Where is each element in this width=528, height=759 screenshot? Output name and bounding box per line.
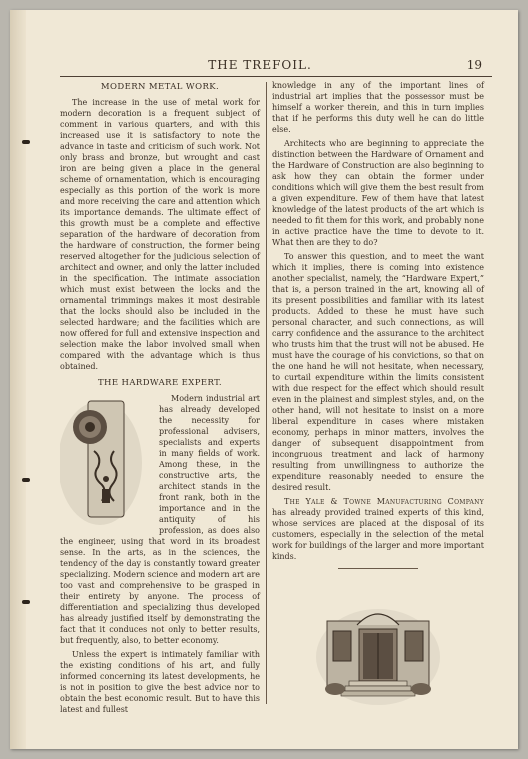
binding-edge [10, 10, 26, 749]
header-rule [60, 76, 492, 77]
punch-hole [22, 478, 30, 482]
doorway-illustration [313, 599, 443, 707]
paragraph: Unless the expert is intimately familiar with the existing conditions of his art, and fully informed concerning its latest developments, he is not in position to give the best advice nor to obtain the best economic result. But to have this latest and fullest [60, 650, 260, 714]
page-number: 19 [466, 58, 482, 72]
article-heading: MODERN METAL WORK. [100, 82, 220, 92]
door-plate-icon [60, 393, 155, 525]
paragraph-text: has already provided trained experts of this kind, whose services are placed at the disposal of its customers, especially in the selection of the metal work for buildings of the larger and more important kinds. [272, 508, 484, 561]
paragraph: The increase in the use of metal work for modern decoration is a frequent subject of comment in various quarters, and with this increased use it is satisfactory to note the advance in taste and criticism of such work. Not only brass and bronze, but wrought and cast iron are being given a place in the general scheme of ornamentation, which is encouraging especially as this portion of the work is more and more receiving the care and attention which its importance demands. The ultimate effect of this growth must be a complete and effective separation of the hardware of decoration from the hardware of construction, the former being reserved altogether for the judicious selection of architect and owner, and only the latter included in the specification. The intimate association which must exist between the locks and the ornamental trimmings makes it most desirable that the locks should also be included in the selected hardware; and the facilities which are now offered for full and extensive inspection and selection make the labor involved small when compared with the advantage which is thus obtained. [60, 98, 260, 371]
left-column [60, 80, 260, 718]
doorway-icon [313, 599, 443, 707]
article-heading: THE HARDWARE EXPERT. [97, 378, 223, 388]
column-divider [266, 82, 267, 704]
right-column [272, 80, 484, 707]
door-plate-illustration [60, 393, 155, 525]
paragraph [272, 496, 484, 562]
paragraph: knowledge in any of the important lines of industrial art implies that the possessor must be himself a worker therein, and this in turn implies that if he performs this duty well he can do little else. [272, 81, 484, 134]
paragraph: Architects who are beginning to appreciate the distinction between the Hardware of Ornament and the Hardware of Construction are also beginning to ask how they can obtain the former under conditions which will give them the best result from a given expenditure. Few of them have that latest knowledge of the latest products of the art which is needed to fit them for this work, and probably none in active practice have the time to devote to it. What then are they to do? [272, 139, 484, 247]
paragraph: To answer this question, and to meet the want which it implies, there is coming into existence another specialist, namely, the “Hardware Expert,” that is, a person trained in the art, knowing all of its present possibilities and familiar with its latest products. Added to these he must have such personal character, and such connections, as will carry confidence and the assurance to the architect who trusts him that the trust will not be abused. He must have the courage of his convictions, so that on the one hand he will not hesitate, when necessary, to curtail expenditure within the limits consistent with due respect for the effect which should result even in the plainest and simplest styles, and, on the other hand, will not hesitate to insist on a more liberal expenditure in cases where mistaken economy, perhaps in minor matters, involves the danger of subsequent disappointment from incongruous treatment and lack of harmony resulting from unwillingness to authorize the expenditure reasonably needed to ensure the desired result. [272, 252, 484, 492]
running-header: THE TREFOIL. [208, 58, 312, 72]
paragraph: Modern industrial art has already developed the necessity for professional advisers, specialists and experts in many fields of work. Among these, in the constructive arts, the architect stands in the front rank, both in the importance and in the antiquity of his profession, as does also the engineer, using that word in its broadest sense. In the arts, as in the sciences, the tendency of the day is constantly toward greater specializing. Modern science and modern art are too vast and comprehensive to be grasped in their entirety by anyone. The process of differentiation and specializing thus developed has already justified itself by demonstrating the fact that it conduces not only to better results, but frequently, also, to better economy. [60, 394, 260, 645]
section-rule [338, 568, 418, 569]
article-body [60, 393, 260, 715]
company-name: The Yale & Towne Manufacturing Company [284, 497, 484, 506]
punch-hole [22, 140, 30, 144]
page [10, 10, 518, 749]
punch-hole [22, 600, 30, 604]
